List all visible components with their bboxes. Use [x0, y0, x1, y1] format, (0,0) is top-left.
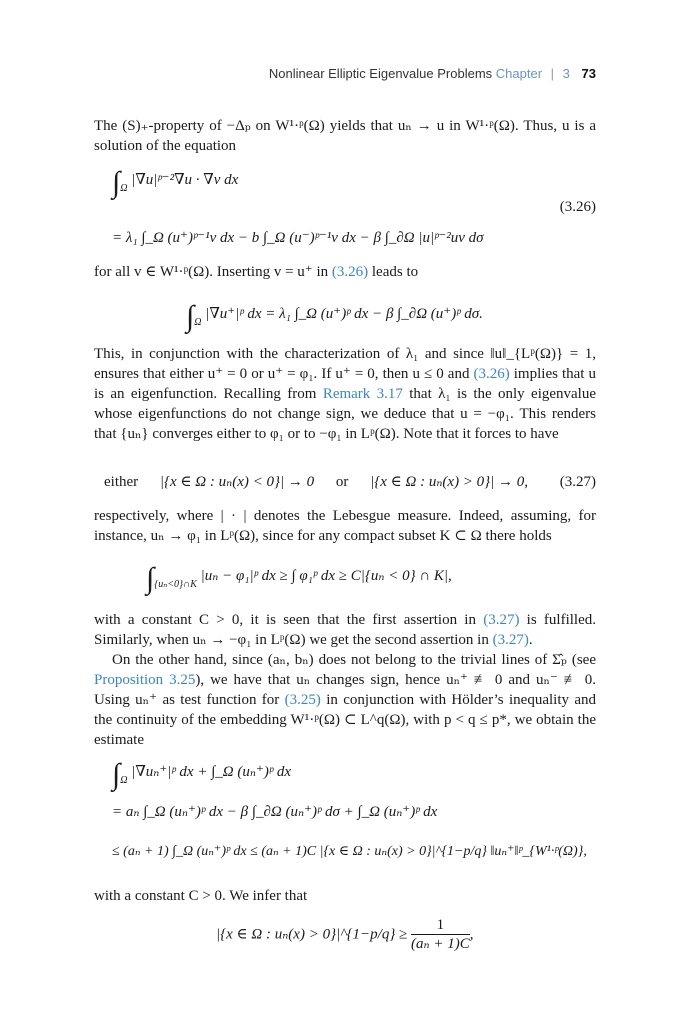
- eq-3-26-line-2-text: = λ₁ ∫_Ω (u⁺)ᵖ⁻¹v dx − b ∫_Ω (u⁻)ᵖ⁻¹v dx − β ∫_∂Ω |u|ᵖ⁻²uv dσ: [112, 230, 484, 246]
- estimate-line-3: [112, 842, 596, 862]
- p6-text-a: On the other hand, since (aₙ, bₙ) does not belong to the trivial lines of Σ̂ₚ (see: [112, 652, 596, 668]
- p5-text-a: with a constant C > 0, it is seen that the first assertion in: [94, 612, 484, 628]
- paragraph-6: [94, 650, 596, 750]
- equation-label-3-27: (3.27): [559, 474, 596, 490]
- integral-domain: Ω: [194, 317, 202, 328]
- equation-label-3-26: (3.26): [559, 199, 596, 215]
- estimate-line-3-text: ≤ (aₙ + 1) ∫_Ω (uₙ⁺)ᵖ dx ≤ (aₙ + 1)C |{x ∈ Ω : uₙ(x) > 0}|^{1−p/q} ‖uₙ⁺‖ᵖ_{W¹·ᵖ(Ω)},: [112, 844, 587, 859]
- eq-3-27-part-b: |{x ∈ Ω : uₙ(x) > 0}| → 0,: [370, 474, 529, 490]
- p3-text-b: implies that u is an eigenfunction. Recalling from: [94, 366, 596, 402]
- p5-text-c: .: [528, 632, 533, 648]
- eq-3-27-part-a: |{x ∈ Ω : uₙ(x) < 0}| → 0: [159, 474, 315, 490]
- eq-3-26-line-1-text: |∇u|ᵖ⁻²∇u · ∇v dx: [131, 172, 239, 188]
- running-head: [269, 64, 596, 84]
- page-number: 73: [581, 66, 596, 81]
- integral-sign: ∫: [112, 758, 121, 791]
- equation-compact-subset: [146, 562, 596, 595]
- p2-text-b: leads to: [368, 264, 419, 280]
- integral-domain: Ω: [120, 775, 128, 786]
- final-inequality: [216, 916, 596, 953]
- equation-link[interactable]: (3.25): [284, 692, 321, 708]
- fraction-numerator: 1: [411, 916, 470, 935]
- equation-link[interactable]: (3.26): [473, 366, 510, 382]
- p6-text-b: ), we have that uₙ changes sign, hence uₙ⁺ ≢ 0 and uₙ⁻ ≢ 0. Using uₙ⁺ as test function for: [94, 672, 596, 708]
- paragraph-1-text: The (S)₊-property of −Δₚ on W¹·ᵖ(Ω) yields that uₙ → u in W¹·ᵖ(Ω). Thus, u is a solution of the equation: [94, 118, 596, 154]
- integral-domain: Ω: [120, 183, 128, 194]
- equation-link[interactable]: (3.27): [483, 612, 520, 628]
- paragraph-3: [94, 344, 596, 444]
- paragraph-2-text: [94, 262, 596, 282]
- equation-3-27: [104, 472, 596, 492]
- paragraph-7-text: with a constant C > 0. We infer that: [94, 888, 308, 904]
- paragraph-5-text: [94, 610, 596, 650]
- integral-sign: ∫: [112, 166, 121, 199]
- equation-link[interactable]: (3.27): [492, 632, 529, 648]
- paragraph-3-text: [94, 344, 596, 444]
- p2-text-a: for all v ∈ W¹·ᵖ(Ω). Inserting v = u⁺ in: [94, 264, 332, 280]
- paragraph-6-text: [94, 650, 596, 750]
- estimate-line-1: [112, 758, 596, 791]
- eq-3-27-either: either: [104, 474, 139, 490]
- final-lhs: |{x ∈ Ω : uₙ(x) > 0}|^{1−p/q} ≥: [216, 926, 408, 943]
- chapter-number: 3: [562, 66, 570, 81]
- integral-domain: {uₙ<0}∩K: [154, 579, 197, 590]
- paragraph-4: [94, 506, 596, 546]
- integral-sign: ∫: [146, 562, 155, 595]
- equation-link[interactable]: (3.26): [331, 264, 369, 280]
- estimate-line-2: [112, 802, 596, 822]
- paragraph-1: [94, 116, 596, 156]
- fraction-denominator: (aₙ + 1)C: [411, 936, 470, 952]
- paragraph-5: [94, 610, 596, 650]
- final-comma: ,: [469, 926, 474, 943]
- chapter-word: Chapter: [495, 66, 543, 81]
- p3-text-c: that λ₁ is the only eigenvalue whose eigenfunctions do not change sign, we deduce that u = −φ₁. This renders that {uₙ} converges either to φ₁ or to −φ₁ in Lᵖ(Ω). Note that it forces to have: [94, 386, 596, 442]
- equation-3-26-line-2: [112, 228, 596, 248]
- paragraph-2: [94, 262, 596, 282]
- header-separator: |: [550, 66, 555, 81]
- p5-text-b: is fulfilled. Similarly, when uₙ → −φ₁ in Lᵖ(Ω) we get the second assertion in: [94, 612, 596, 648]
- eq-inserted-text: |∇u⁺|ᵖ dx = λ₁ ∫_Ω (u⁺)ᵖ dx − β ∫_∂Ω (u⁺)ᵖ dσ.: [205, 306, 483, 322]
- equation-3-26-line-1: [112, 166, 596, 199]
- estimate-line-1-text: |∇uₙ⁺|ᵖ dx + ∫_Ω (uₙ⁺)ᵖ dx: [131, 764, 292, 780]
- proposition-link[interactable]: Proposition 3.25: [94, 672, 196, 688]
- final-fraction: [411, 916, 470, 953]
- p6-text-c: in conjunction with Hölder’s inequality and the continuity of the embedding W¹·ᵖ(Ω) ⊂ L^q(Ω), with p < q ≤ p*, we obtain the estimate: [94, 692, 596, 748]
- integral-sign: ∫: [186, 300, 195, 333]
- book-title: Nonlinear Elliptic Eigenvalue Problems: [268, 66, 493, 81]
- eq-3-27-or: or: [335, 474, 349, 490]
- equation-inserted: [186, 300, 596, 333]
- p3-text-a: This, in conjunction with the characterization of λ₁ and since ‖u‖_{Lᵖ(Ω)} = 1, ensures that either u⁺ = 0 or u⁺ = φ₁. If u⁺ = 0, then u ≤ 0 and: [94, 346, 596, 382]
- remark-link[interactable]: Remark 3.17: [322, 386, 403, 402]
- eq-compact-text: |uₙ − φ₁|ᵖ dx ≥ ∫ φ₁ᵖ dx ≥ C|{uₙ < 0} ∩ K|,: [200, 568, 452, 584]
- paragraph-7: [94, 886, 596, 906]
- estimate-line-2-text: = aₙ ∫_Ω (uₙ⁺)ᵖ dx − β ∫_∂Ω (uₙ⁺)ᵖ dσ + ∫_Ω (uₙ⁺)ᵖ dx: [112, 804, 438, 820]
- paragraph-4-text: respectively, where | · | denotes the Lebesgue measure. Indeed, assuming, for instance, uₙ → φ₁ in Lᵖ(Ω), since for any compact subset K ⊂ Ω there holds: [94, 508, 596, 544]
